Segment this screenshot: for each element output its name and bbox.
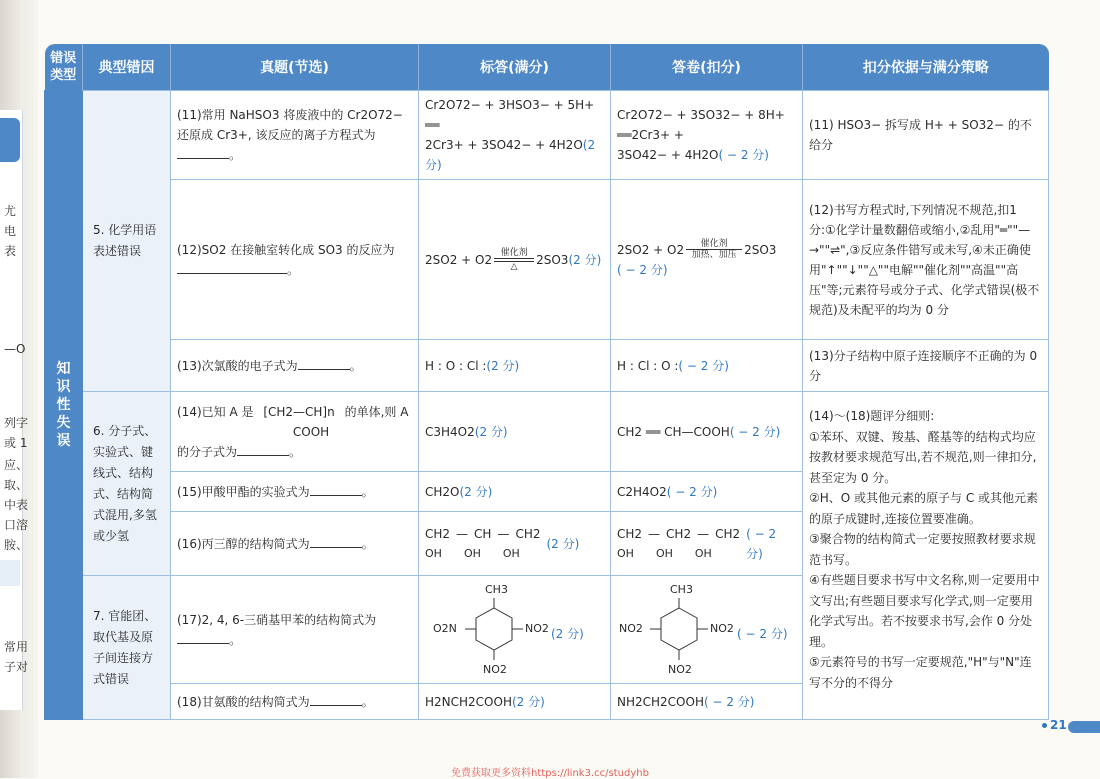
header-typical-cause: 典型错因 xyxy=(83,44,171,91)
header-student-answer: 答卷(扣分) xyxy=(611,44,803,91)
methyl-label: CH3 xyxy=(485,582,508,596)
previous-page-tab xyxy=(0,118,20,162)
deduction-mark: ( − 2 分) xyxy=(678,358,729,373)
table-row xyxy=(45,180,1049,340)
category-cell: 知识性失误 xyxy=(45,91,83,720)
bullet-dot-icon xyxy=(1042,723,1047,728)
score-mark: (2 分) xyxy=(474,424,508,439)
score-mark: (2 分) xyxy=(459,484,493,499)
header-error-type: 错误类型 xyxy=(45,44,83,91)
answer-blank xyxy=(310,693,362,706)
methyl-label: CH3 xyxy=(670,582,693,596)
question-cell: (16)丙三醇的结构简式为 。 xyxy=(171,512,419,576)
polymer-formula: [CH2—CH]n xyxy=(263,404,335,419)
answer-blank xyxy=(298,357,350,370)
footer-watermark: 免费获取更多资料https://link3.cc/studyhb xyxy=(451,768,649,779)
deduction-mark: ( − 2 分) xyxy=(746,526,777,561)
answer-blank xyxy=(177,261,287,274)
question-cell: (11)常用 NaHSO3 将废液中的 Cr2O72− 还原成 Cr3+, 该反应的离子方程式为。 xyxy=(171,91,419,180)
student-answer-cell: CH2 — CH2 — CH2 OH OH OH ( − 2 分) xyxy=(611,512,803,576)
table-header-row xyxy=(45,44,1049,91)
student-answer-cell: Cr2O72− + 3SO32− + 8H+ ══2Cr3+ + 3SO42− + 4H2O( − 2 分) xyxy=(611,91,803,180)
answer-blank xyxy=(177,631,229,644)
basis-line: ⑤元素符号的书写一定要规范,"H"与"N"连写不分的不得分 xyxy=(809,655,1032,690)
scoring-basis-cell: (11) HSO3− 拆写成 H+ + SO32− 的不给分 xyxy=(803,91,1049,180)
student-answer-cell: 2SO2 + O2 催化剂 加热、加压 2SO3 ( − 2 分) xyxy=(611,180,803,340)
left-nitro-label: NO2 xyxy=(619,621,643,635)
side-fragment: 应、 xyxy=(4,458,29,472)
standard-answer-cell: 2SO2 + O2 催化剂 △ 2SO3 (2 分) xyxy=(419,180,611,340)
deduction-mark: ( − 2 分) xyxy=(718,148,769,162)
question-cell: (14)已知 A 是 [CH2—CH]n COOH 的单体,则 A 的分子式为 。 xyxy=(171,392,419,472)
answer-blank xyxy=(310,535,362,548)
side-fragment: —O xyxy=(4,342,26,356)
basis-line: (14)～(18)题评分细则: xyxy=(809,409,935,423)
deduction-mark: ( − 2 分) xyxy=(666,484,718,499)
standard-answer-cell xyxy=(419,576,611,684)
side-fragment: 或 1 xyxy=(4,436,28,450)
error-cause: 5. 化学用语表述错误 xyxy=(83,91,171,392)
side-fragment: 电 xyxy=(4,224,17,238)
score-mark: (2 分) xyxy=(551,626,584,641)
error-cause: 6. 分子式、实验式、键线式、结构式、结构简式混用,多氢或少氢 xyxy=(83,392,171,576)
deduction-mark: ( − 2 分) xyxy=(737,626,788,641)
header-standard-answer: 标答(满分) xyxy=(419,44,611,91)
deduction-mark: ( − 2 分) xyxy=(729,424,781,439)
scoring-basis-cell xyxy=(803,392,1049,720)
error-analysis-table xyxy=(44,44,1049,720)
standard-answer-cell: CH2O(2 分) xyxy=(419,472,611,512)
question-cell: (17)2, 4, 6-三硝基甲苯的结构简式为 。 xyxy=(171,576,419,684)
question-cell: (12)SO2 在接触室转化成 SO3 的反应为 。 xyxy=(171,180,419,340)
score-mark: (2 分) xyxy=(425,138,596,172)
deduction-mark: ( − 2 分) xyxy=(617,263,668,277)
previous-page-tab-light xyxy=(0,560,20,586)
header-exam-question: 真题(节选) xyxy=(171,44,419,91)
side-fragment: 取、 xyxy=(4,478,29,492)
standard-answer-cell: CH2 — CH — CH2 OH OH OH (2 分) xyxy=(419,512,611,576)
scoring-basis-cell: (12)书写方程式时,下列情况不规范,扣1 分:①化学计量数翻倍或缩小,②乱用"═""—→""⇌",③反应条件错写或未写,④未正确使用"↑""↓""△""电解""催化剂""高温""高压"等;元素符号或分子式、化学式错误(极不规范)及未配平的均为 0 分 xyxy=(803,180,1049,340)
page-tab xyxy=(1068,721,1100,733)
answer-blank xyxy=(237,443,289,456)
table-row xyxy=(45,392,1049,472)
student-answer-cell: CH2 ══ CH—COOH( − 2 分) xyxy=(611,392,803,472)
basis-line: ③聚合物的结构简式一定要按照教材要求规范书写。 xyxy=(809,532,1036,567)
previous-page-edge xyxy=(0,110,26,710)
deduction-mark: ( − 2 分) xyxy=(703,694,755,709)
error-cause: 7. 官能团、取代基及原子间连接方式错误 xyxy=(83,576,171,720)
basis-line: ②H、O 或其他元素的原子与 C 或其他元素的原子成键时,连接位置要准确。 xyxy=(809,491,1039,526)
student-answer-cell: NH2CH2COOH( − 2 分) xyxy=(611,684,803,720)
side-fragment: 子对 xyxy=(4,660,29,674)
student-answer-cell: C2H4O2( − 2 分) xyxy=(611,472,803,512)
answer-blank xyxy=(310,483,362,496)
page-number: 21 xyxy=(1042,718,1067,732)
side-fragment: 尤 xyxy=(4,204,17,218)
side-fragment: 列字 xyxy=(4,416,29,430)
side-fragment: 常用 xyxy=(4,640,29,654)
standard-answer-cell: H : O : Cl :(2 分) xyxy=(419,340,611,392)
question-cell: (18)甘氨酸的结构简式为 。 xyxy=(171,684,419,720)
scoring-basis-cell: (13)分子结构中原子连接顺序不正确的为 0 分 xyxy=(803,340,1049,392)
side-fragment: 中表 xyxy=(4,498,29,512)
bottom-nitro-label: NO2 xyxy=(668,662,692,676)
header-scoring-basis: 扣分依据与满分策略 xyxy=(803,44,1049,91)
score-mark: (2 分) xyxy=(546,536,580,551)
table-row xyxy=(45,91,1049,180)
right-nitro-label: NO2 xyxy=(710,621,734,635)
question-cell: (13)次氯酸的电子式为 。 xyxy=(171,340,419,392)
bottom-nitro-label: NO2 xyxy=(483,662,507,676)
score-mark: (2 分) xyxy=(511,694,545,709)
student-answer-cell: H : Cl : O :( − 2 分) xyxy=(611,340,803,392)
answer-blank xyxy=(177,146,229,159)
score-mark: (2 分) xyxy=(486,358,520,373)
polymer-substituent: COOH xyxy=(292,424,330,439)
question-cell: (15)甲酸甲酯的实验式为 。 xyxy=(171,472,419,512)
standard-answer-cell: Cr2O72− + 3HSO3− + 5H+ ══ 2Cr3+ + 3SO42− + 4H2O(2 分) xyxy=(419,91,611,180)
right-nitro-label: NO2 xyxy=(525,621,549,635)
basis-line: ①苯环、双键、羧基、醛基等的结构式均应按教材要求规范写出,若不规范,则一律扣分,甚至定为 0 分。 xyxy=(809,429,1037,485)
side-fragment: 胺、 xyxy=(4,538,29,552)
left-nitro-label: O2N xyxy=(433,621,457,635)
basis-line: ④有些题目要求书写中文名称,则一定要用中文写出;有些题目要求写化学式,则一定要用化学式写出。若不按要求书写,会作 0 分处理。 xyxy=(809,573,1040,649)
student-answer-cell xyxy=(611,576,803,684)
score-mark: (2 分) xyxy=(568,252,602,267)
standard-answer-cell: H2NCH2COOH(2 分) xyxy=(419,684,611,720)
side-fragment: 口溶 xyxy=(4,518,29,532)
side-fragment: 表 xyxy=(4,244,17,258)
table-row xyxy=(45,340,1049,392)
standard-answer-cell: C3H4O2(2 分) xyxy=(419,392,611,472)
